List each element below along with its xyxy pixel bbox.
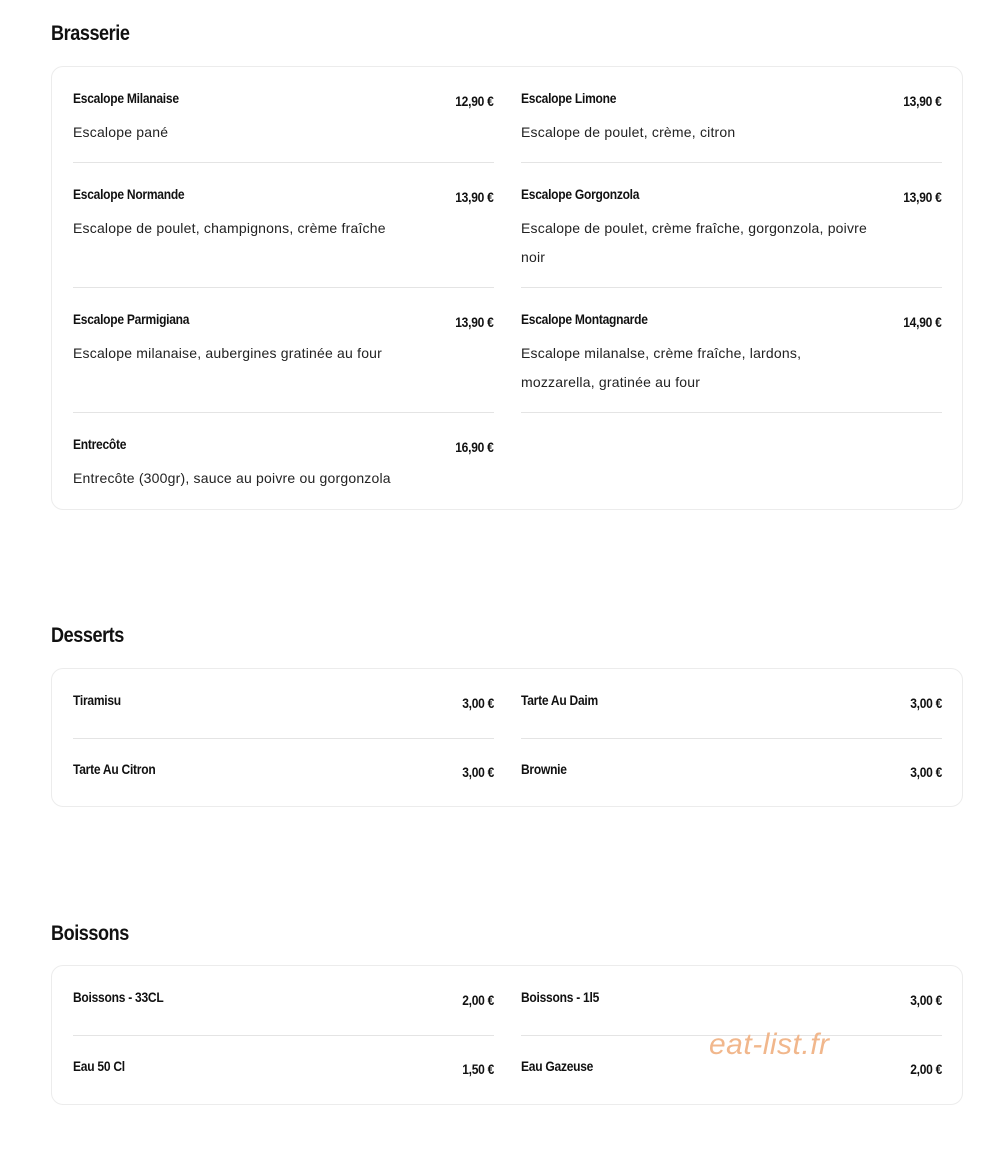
item-name: Escalope Normande (73, 186, 185, 202)
watermark-text: eat-list.fr (709, 1028, 830, 1061)
item-name: Entrecôte (73, 436, 127, 452)
item-price: 12,90 € (455, 93, 494, 109)
item-price: 1,50 € (462, 1061, 494, 1077)
item-description: Escalope milanaise, aubergines gratinée au four (73, 345, 383, 361)
divider (73, 738, 494, 739)
item-name: Eau 50 Cl (73, 1058, 125, 1074)
item-price: 13,90 € (903, 189, 942, 205)
divider (73, 287, 494, 288)
section-title: Desserts (51, 624, 124, 647)
item-name: Tarte Au Daim (521, 692, 598, 708)
item-name: Brownie (521, 761, 567, 777)
item-price: 3,00 € (462, 764, 494, 780)
item-price: 3,00 € (462, 695, 494, 711)
item-name: Escalope Montagnarde (521, 311, 648, 327)
divider (73, 1035, 494, 1036)
item-name: Boissons - 1l5 (521, 989, 600, 1005)
section-title: Boissons (51, 922, 129, 945)
item-price: 13,90 € (903, 93, 942, 109)
item-price: 14,90 € (903, 314, 942, 330)
item-name: Escalope Milanaise (73, 90, 179, 106)
menu-card (51, 66, 963, 510)
item-name: Escalope Parmigiana (73, 311, 190, 327)
item-price: 2,00 € (462, 992, 494, 1008)
item-description: Escalope pané (73, 124, 169, 140)
divider (521, 738, 942, 739)
item-description: Entrecôte (300gr), sauce au poivre ou gorgonzola (73, 470, 391, 486)
menu-card (51, 668, 963, 807)
section-title: Brasserie (51, 22, 130, 45)
item-price: 3,00 € (910, 992, 942, 1008)
item-price: 13,90 € (455, 314, 494, 330)
item-price: 13,90 € (455, 189, 494, 205)
item-name: Tiramisu (73, 692, 121, 708)
divider (73, 162, 494, 163)
divider (521, 412, 942, 413)
item-name: Tarte Au Citron (73, 761, 156, 777)
divider (521, 162, 942, 163)
item-description: Escalope de poulet, champignons, crème fraîche (73, 220, 386, 236)
divider (521, 287, 942, 288)
item-name: Eau Gazeuse (521, 1058, 594, 1074)
item-price: 3,00 € (910, 695, 942, 711)
item-description: Escalope milanalse, crème fraîche, lardons, mozzarella, gratinée au four (521, 345, 802, 390)
item-name: Escalope Gorgonzola (521, 186, 640, 202)
item-name: Escalope Limone (521, 90, 617, 106)
item-description: Escalope de poulet, crème, citron (521, 124, 736, 140)
item-name: Boissons - 33CL (73, 989, 164, 1005)
item-price: 2,00 € (910, 1061, 942, 1077)
item-description: Escalope de poulet, crème fraîche, gorgonzola, poivre noir (521, 220, 868, 265)
item-price: 16,90 € (455, 439, 494, 455)
item-price: 3,00 € (910, 764, 942, 780)
divider (73, 412, 494, 413)
